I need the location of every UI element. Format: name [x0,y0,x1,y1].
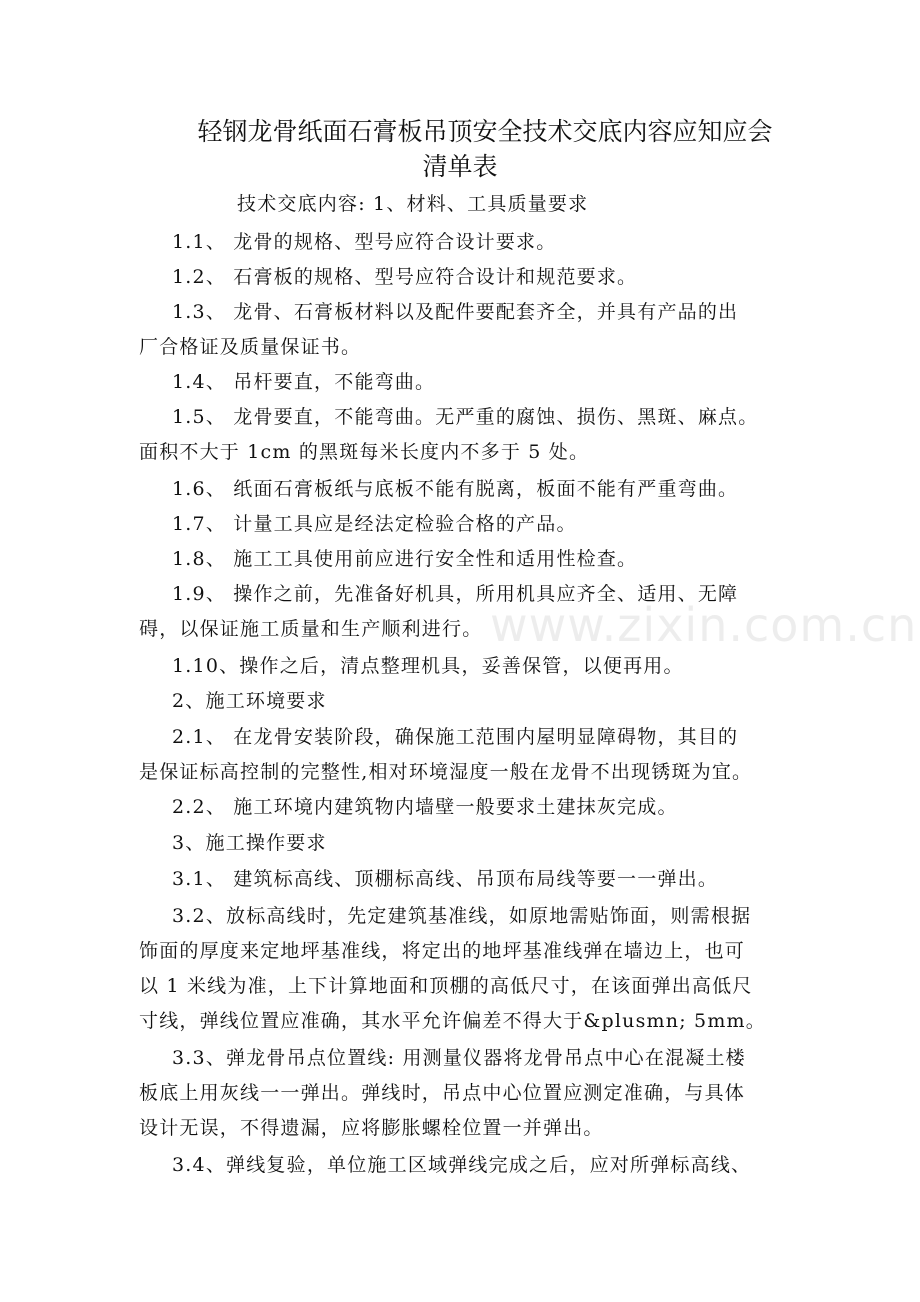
paragraph-line: 1.5、 龙骨要直，不能弯曲。无严重的腐蚀、损伤、黑斑、麻点。 [172,406,759,428]
paragraph-line: 1.10、操作之后，清点整理机具，妥善保管，以便再用。 [172,655,684,677]
section-heading-materials: 技术交底内容: 1、材料、工具质量要求 [237,193,589,215]
paragraph-line: 饰面的厚度来定地坪基准线，将定出的地坪基准线弹在墙边上，也可 [139,940,746,962]
document-title-line-2: 清单表 [422,152,498,181]
paragraph-line: 寸线，弹线位置应准确，其水平允许偏差不得大于&plusmn; 5mm。 [139,1010,766,1032]
paragraph-line: 3.1、 建筑标高线、顶棚标高线、吊顶布局线等要一一弹出。 [172,868,719,890]
paragraph-line: 碍，以保证施工质量和生产顺利进行。 [139,618,483,640]
paragraph-line: 厂合格证及质量保证书。 [139,336,362,358]
paragraph-line: 1.1、 龙骨的规格、型号应符合设计要求。 [172,231,557,253]
paragraph-line: 3.2、放标高线时，先定建筑基准线，如原地需贴饰面，则需根据 [172,905,752,927]
paragraph-line: 以 1 米线为准，上下计算地面和顶棚的高低尺寸，在该面弹出高低尺 [139,975,753,997]
document-title-line-1: 轻钢龙骨纸面石膏板吊顶安全技术交底内容应知应会 [197,117,773,146]
paragraph-line: 1.9、 操作之前，先准备好机具，所用机具应齐全、适用、无障 [172,583,739,605]
paragraph-line: 1.3、 龙骨、石膏板材料以及配件要配套齐全，并具有产品的出 [172,301,739,323]
paragraph-line: 1.4、 吊杆要直，不能弯曲。 [172,371,436,393]
paragraph-line: 3.4、弹线复验，单位施工区域弹线完成之后，应对所弹标高线、 [172,1154,752,1176]
watermark: www.zixin.com.cn [490,598,918,652]
paragraph-line: 面积不大于 1cm 的黑斑每米长度内不多于 5 处。 [139,441,590,463]
paragraph-line: 板底上用灰线一一弹出。弹线时，吊点中心位置应测定准确，与具体 [139,1082,746,1104]
paragraph-line: 2.2、 施工环境内建筑物内墙壁一般要求土建抹灰完成。 [172,796,678,818]
section-heading-environment: 2、施工环境要求 [172,690,327,712]
paragraph-line: 1.2、 石膏板的规格、型号应符合设计和规范要求。 [172,266,638,288]
paragraph-line: 1.8、 施工工具使用前应进行安全性和适用性检查。 [172,548,638,570]
paragraph-line: 2.1、 在龙骨安装阶段，确保施工范围内屋明显障碍物，其目的 [172,726,739,748]
paragraph-line: 3.3、弹龙骨吊点位置线: 用测量仪器将龙骨吊点中心在混凝土楼 [172,1047,746,1069]
paragraph-line: 1.7、 计量工具应是经法定检验合格的产品。 [172,513,577,535]
section-heading-operation: 3、施工操作要求 [172,832,327,854]
paragraph-line: 1.6、 纸面石膏板纸与底板不能有脱离，板面不能有严重弯曲。 [172,478,739,500]
paragraph-line: 设计无误，不得遗漏，应将膨胀螺栓位置一并弹出。 [139,1117,604,1139]
paragraph-line: 是保证标高控制的完整性,相对环境湿度一般在龙骨不出现锈斑为宜。 [139,761,753,783]
